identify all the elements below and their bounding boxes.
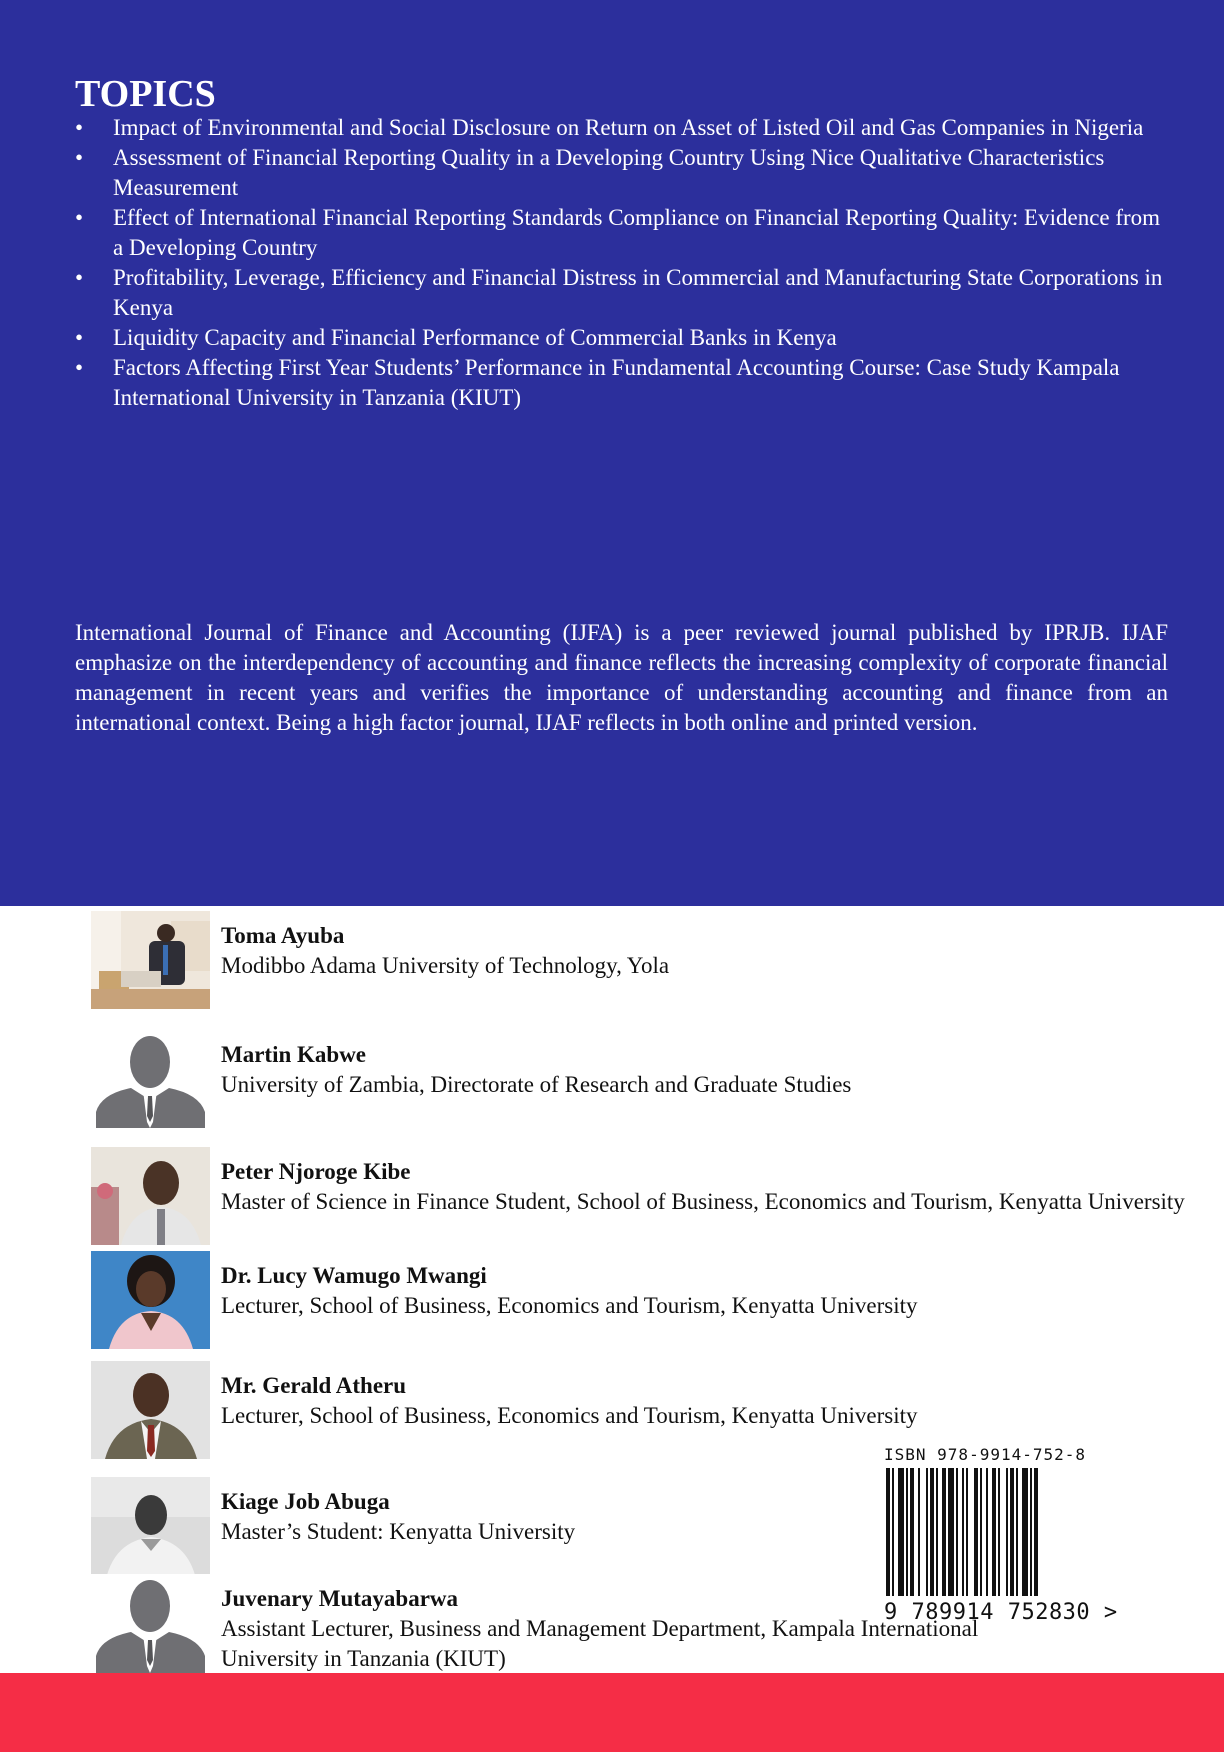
topics-list [75, 113, 1170, 413]
topic-item [75, 353, 1170, 413]
author-name: Mr. Gerald Atheru [221, 1373, 407, 1398]
author-affiliation: Modibbo Adama University of Technology, Yola [221, 953, 670, 978]
topic-text: Liquidity Capacity and Financial Performance of Commercial Banks in Kenya [113, 325, 837, 350]
journal-description: International Journal of Finance and Accounting (IJFA) is a peer reviewed journal published by IPRJB. IJAF emphasize on the interdependency of accounting and finance reflects the increasing complexity of corporate financial management in recent years and verifies the importance of understanding accounting and finance from an international context. Being a high factor journal, IJAF reflects in both online and printed version. [75, 620, 1168, 735]
author-photo [91, 1030, 210, 1128]
bottom-band [0, 1673, 1224, 1752]
bullet-icon: • [75, 325, 84, 350]
author-photo [91, 1574, 210, 1673]
author-info [221, 1261, 1224, 1321]
topic-item [75, 203, 1170, 263]
author-info [221, 921, 1224, 981]
author-photo [91, 1251, 210, 1349]
author-name: Dr. Lucy Wamugo Mwangi [221, 1263, 487, 1288]
author-affiliation: Master of Science in Finance Student, School of Business, Economics and Tourism, Kenyatta University [221, 1189, 1185, 1214]
barcode-digits: 9 789914 752830 > [884, 1600, 1118, 1625]
author-photo [91, 1361, 210, 1459]
topic-text: Profitability, Leverage, Efficiency and Financial Distress in Commercial and Manufacturing State Corporations in Kenya [113, 265, 1163, 320]
author-info [221, 1157, 1224, 1217]
author-photo [91, 911, 210, 1009]
bullet-icon: • [75, 145, 84, 170]
bullet-icon: • [75, 355, 84, 380]
topic-text: Factors Affecting First Year Students’ Performance in Fundamental Accounting Course: Case Study Kampala International University in Tanzania (KIUT) [113, 355, 1120, 410]
author-name: Juvenary Mutayabarwa [221, 1586, 459, 1611]
topic-text: Impact of Environmental and Social Disclosure on Return on Asset of Listed Oil and Gas Companies in Nigeria [113, 115, 1144, 140]
author-info [221, 1040, 1224, 1100]
topic-item [75, 323, 1170, 353]
topic-text: Effect of International Financial Reporting Standards Compliance on Financial Reporting Quality: Evidence from a Developing Country [113, 205, 1161, 260]
isbn-label: ISBN 978-9914-752-8 [884, 1445, 1087, 1464]
author-name: Toma Ayuba [221, 923, 345, 948]
bullet-icon: • [75, 205, 84, 230]
author-affiliation: Lecturer, School of Business, Economics and Tourism, Kenyatta University [221, 1293, 918, 1318]
user-silhouette-icon [91, 1030, 210, 1128]
author-name: Peter Njoroge Kibe [221, 1159, 411, 1184]
topic-item [75, 143, 1170, 203]
author-name: Martin Kabwe [221, 1042, 367, 1067]
topic-item [75, 263, 1170, 323]
author-name: Kiage Job Abuga [221, 1489, 390, 1514]
bullet-icon: • [75, 265, 84, 290]
author-affiliation: Master’s Student: Kenyatta University [221, 1519, 576, 1544]
topic-item [75, 113, 1170, 143]
author-affiliation: Lecturer, School of Business, Economics and Tourism, Kenyatta University [221, 1403, 918, 1428]
topics-heading: TOPICS [75, 73, 216, 115]
author-affiliation: University of Zambia, Directorate of Research and Graduate Studies [221, 1072, 852, 1097]
barcode-icon [870, 1468, 1100, 1603]
author-photo [91, 1477, 210, 1575]
author-photo [91, 1147, 210, 1245]
bullet-icon: • [75, 115, 84, 140]
topic-text: Assessment of Financial Reporting Quality in a Developing Country Using Nice Qualitative Characteristics Measurement [113, 145, 1105, 200]
author-info [221, 1371, 1224, 1431]
user-silhouette-icon [91, 1574, 210, 1673]
author-affiliation: Assistant Lecturer, Business and Management Department, Kampala International University in Tanzania (KIUT) [221, 1616, 979, 1671]
